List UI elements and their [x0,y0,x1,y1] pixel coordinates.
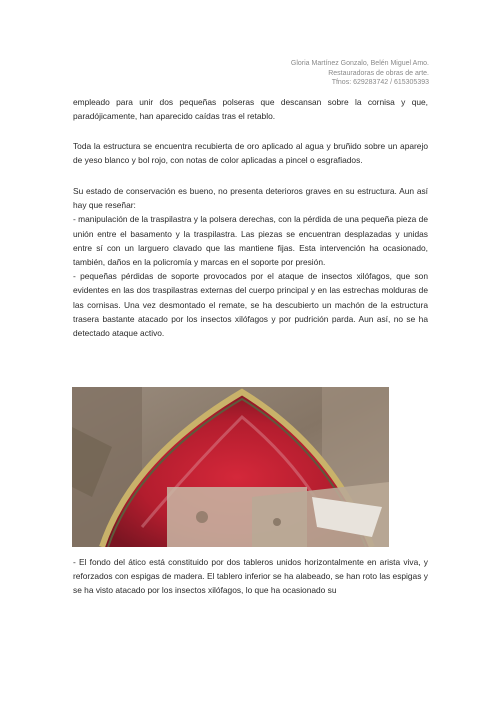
paragraph-polseras: empleado para unir dos pequeñas polseras que descansan sobre la cornisa y que, paradójicamente, han aparecido caídas tras el retablo. [73,97,428,122]
paragraph-estado-conservacion [73,184,428,340]
header-profession: Restauradoras de obras de arte. [328,69,429,77]
letterhead [291,59,429,88]
header-authors: Gloria Martínez Gonzalo, Belén Miguel Amo. [290,60,429,67]
conservation-item-manipulacion: - manipulación de la traspilastra y la polsera derechas, con la pérdida de una pequeña pieza de unión entre el basamento y la traspilastra. Las piezas se encuentran desplazadas y unidas entre sí con un larguero clavado que las mantiene fijas. Esta intervención ha ocasionado, también, daños en la policromía y marcas en el soporte por presión. [73,214,428,268]
header-phones: Tfnos: 629283742 / 615305393 [331,79,429,86]
conservation-item-xilofagos: - pequeñas pérdidas de soporte provocados por el ataque de insectos xilófagos, que son evidentes en las dos traspilastras externas del cuerpo principal y en las estrechas molduras de las cornisas. Una vez desmontado el remate, se ha descubierto un machón de la estructura trasera bastante atacado por los insectos xilófagos y por pudrición parda. Aun así, no se ha detectado ataque activo. [73,271,428,339]
paragraph-fondo-atico: - El fondo del ático está constituido por dos tableros unidos horizontalmente en arista viva, y reforzados con espigas de madera. El tablero inferior se ha alabeado, se han roto las espigas y se ha visto atacado por los insectos xilófagos, lo que ha ocasionado su [73,557,428,596]
attic-photo [72,387,389,547]
attic-photo-drawing [72,387,389,547]
paragraph-estructura-dorado: Toda la estructura se encuentra recubierta de oro aplicado al agua y bruñido sobre un aparejo de yeso blanco y bol rojo, con notas de color aplicadas a pincel o esgrafiados. [73,141,428,166]
conservation-intro: Su estado de conservación es bueno, no presenta deterioros graves en su estructura. Aun así hay que reseñar: [73,186,428,211]
